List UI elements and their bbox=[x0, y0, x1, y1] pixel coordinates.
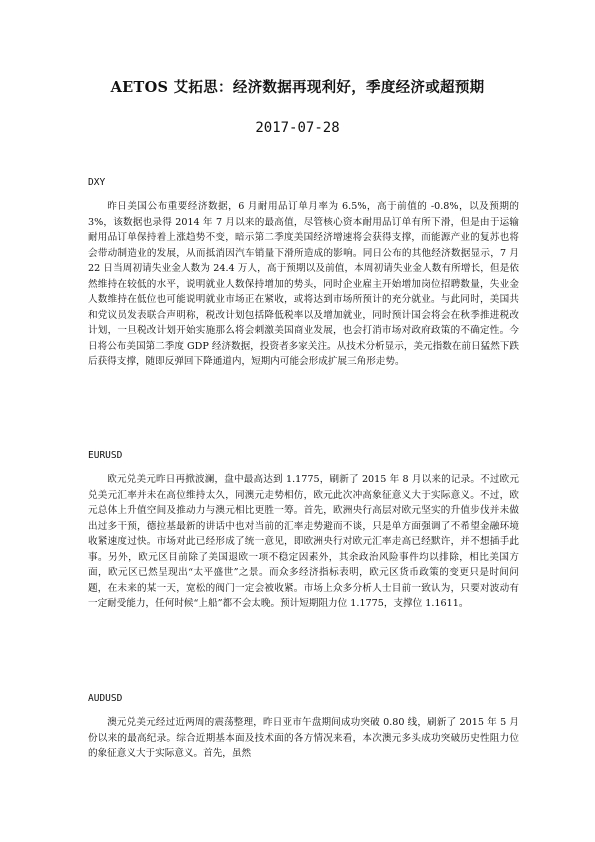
document-title: AETOS 艾拓思：经济数据再现利好，季度经济或超预期 bbox=[110, 79, 485, 96]
section-paragraph: 欧元兑美元昨日再掀波澜，盘中最高达到 1.1775，刷新了 2015 年 8 月以来的记录。不过欧元兑美元汇率并未在高位维持太久，同澳元走势相仿，欧元此次冲高象征意义大于实际意义。不过，欧元总体上升值空间及推动力与澳元相比更胜一筹。首先，欧洲央行高层对欧元坚实的升值步伐并未做出过多干预，德拉基最新的讲话中也对当前的汇率走势避而不谈，只是单方面强调了不希望金融环境收紧速度过快。市场对此已经形成了统一意见，即欧洲央行对欧元汇率走高已经默许，并不想插手此事。另外，欧元区目前除了美国退欧一项不稳定因素外，其余政治风险事件均以排除，相比美国方面，欧元区已然呈现出“太平盛世”之景。而众多经济指标表明，欧元区货币政策的变更只是时间问题，在未来的某一天，宽松的阀门一定会被收紧。市场上众多分析人士目前一致认为，只要对波动有一定耐受能力，任何时候“上船”都不会太晚。预计短期阻力位 1.1775，支撑位 1.1611。 bbox=[88, 474, 519, 609]
section-label: EURUSD bbox=[88, 450, 123, 461]
section-label: AUDUSD bbox=[88, 693, 123, 704]
section-paragraph: 昨日美国公布重要经济数据，6 月耐用品订单月率为 6.5%，高于前值的 -0.8%，以及预期的 3%，该数据也录得 2014 年 7 月以来的最高值，尽管核心资本耐用品订单有所下滑，但是由于运输耐用品订单保持着上涨趋势不变，暗示第二季度美国经济增速将会获得支撑，而能源产业的复苏也将会带动制造业的发展，从而抵消因汽车销量下滑所造成的影响。同日公布的其他经济数据显示，7 月 22 日当周初请失业金人数为 24.4 万人，高于预期以及前值，本周初请失业金人数有所增长，但是依然维持在较低的水平，说明就业人数保持增加的势头，同时企业雇主开始增加岗位招聘数量，失业金人数维持在低位也可能说明就业市场正在紧收，或将达到市场所预计的充分就业。与此同时，美国共和党议员发表联合声明称，税改计划包括降低税率以及增加就业，同时预计国会将会在秋季推进税改计划，一旦税改计划开始实施那么将会刺激美国商业发展，也会打消市场对政府政策的不确定性。今日将公布美国第二季度 GDP 经济数据，投资者多家关注。从技术分析显示，美元指数在前日猛然下跌后获得支撑，随即反弹回下降通道内，短期内可能会形成扩展三角形走势。 bbox=[88, 201, 519, 367]
section-dxy bbox=[88, 177, 519, 370]
section-label: DXY bbox=[88, 177, 106, 188]
section-audusd bbox=[88, 693, 519, 762]
section-eurusd bbox=[88, 450, 519, 612]
section-paragraph: 澳元兑美元经过近两周的震荡整理，昨日亚市午盘期间成功突破 0.80 线，刷新了 2015 年 5 月份以来的最高纪录。综合近期基本面及技术面的各方情况来看，本次澳元多头成功突破历史性阻力位的象征意义大于实际意义。首先，虽然 bbox=[88, 717, 519, 759]
document-date: 2017-07-28 bbox=[255, 120, 340, 136]
